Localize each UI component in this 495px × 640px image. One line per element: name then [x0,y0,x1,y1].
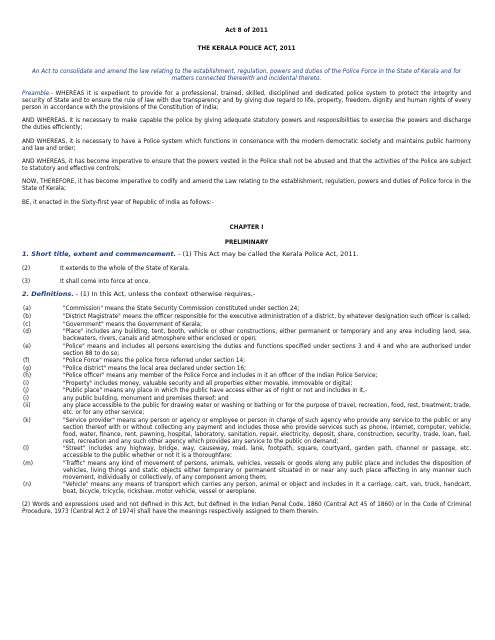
definition-label: (n) [23,482,32,489]
definition-text: "Police" means and includes all persons exercising the duties and functions specified under sections 3 and 4 and who are authorised under section 88 to do so; [63,343,471,357]
act-number: Act 8 of 2011 [225,28,268,34]
definition-text: "Government" means the Government of Kerala; [63,321,202,328]
subsection-number: (2) [22,265,31,272]
whereas-paragraph: AND WHEREAS, it has become imperative to ensure that the powers vested in the Police shall not be abused and that the activities of the Police are subject to statutory and effective controls; [22,158,471,172]
subsection-text: It shall come into force at once. [60,278,151,285]
definition-item [22,461,471,482]
definition-item [22,366,471,373]
preamble-label: Preamble.- [22,90,53,97]
definition-item [22,306,471,313]
definition-label: (k) [23,417,31,424]
definition-item [22,381,471,388]
section-2-text: - (1) In this Act, unless the context otherwise requires,- [73,290,256,299]
definition-text: "District Magistrate" means the officer responsible for the executive administration of a district, by whatever designation such officer is called; [63,313,471,320]
definition-text: "Place" includes any building, tent, booth, vehicle or other constructions, either permanent or temporary and any area including land, sea, backwaters, rivers, canals and atmosphere either enclosed or open; [63,329,471,342]
definition-label: (j) [23,388,30,395]
act-title: THE KERALA POLICE ACT, 2011 [197,45,296,52]
section-1-text: - (1) This Act may be called the Kerala Police Act, 2011. [176,249,359,258]
preamble [22,91,471,112]
section-2 [22,291,471,299]
whereas-paragraph: AND WHEREAS, it is necessary to have a Police system which functions in consonance with the modern democratic society and maintains public harmony and law and order; [22,138,471,152]
definition-label: (i) [23,380,30,387]
definition-item [22,322,471,329]
definition-text: "Police officer" means any member of the Police Force and includes in it an officer of the Indian Police Service; [63,373,378,380]
definition-item [22,314,471,321]
section-2-subsection-2: (2) Words and expressions used and not defined in this Act, but defined in the Indian Penal Code, 1860 (Central Act 45 of 1860) or in the Code of Criminal Procedure, 1973 (Central Act 2 of 1974) shall have the meanings respectively assigned to them therein. [22,502,471,516]
definition-item [22,373,471,380]
definition-label: (b) [23,313,32,320]
definition-label: (a) [23,306,31,313]
enactment-clause: BE, it enacted in the Sixty-first year of Republic of India as follows:- [22,199,214,206]
definition-label: (l) [23,446,30,453]
definition-item [22,388,471,395]
definition-label: (m) [23,460,33,467]
section-1-heading: 1. Short title, extent and commencement. [22,249,177,258]
definition-item [22,358,471,365]
definition-label: (f) [23,358,30,365]
definition-text: "Police district" means the local area declared under section 16; [63,365,246,372]
definition-text: "Street" includes any highway, bridge, way, causeway, road, lane, footpath, square, courtyard, garden path, channel or passage, etc. accessible to the public whether or not it is a thoroughfare; [63,446,471,460]
definition-text: "Service provider" means any person or agency or employee or person in charge of such agency who provide any service to the public or any section thereof with or without collecting any payment and includes those who provide services such as phone, internet, computer, vehicle, food, water, finance, rent, pawning, hospital, laboratory, sanitation, repair, electricity, deposit, share, construction, security, trade, loan, fuel, rest, recreation and any such other agency which provides any service to the public on demand; [63,417,471,445]
definition-label: (i) [23,395,30,402]
definition-label: (h) [23,373,32,380]
chapter-title: PRELIMINARY [224,239,269,246]
definition-text: "Public place" means any place in which the public have access either as of right or not and includes in it,- [63,388,367,395]
definition-label: (c) [23,321,31,328]
definition-label: (g) [23,365,32,372]
definition-text: any place accessible to the public for drawing water or washing or bathing or for the purpose of travel, recreation, food, rest, treatment, trade, etc. or for any other service; [63,403,471,417]
definition-item [22,396,471,403]
definition-text: "Vehicle" means any means of transport which carries any person, animal or object and includes in it a carriage, cart, van, truck, handcart, boat, bicycle, tricycle, rickshaw, motor vehicle, vessel or aeroplane. [63,482,471,496]
subsection [22,279,471,286]
section-2-heading: 2. Definitions. [22,290,74,299]
chapter-number: CHAPTER I [229,224,264,231]
definition-label: (ii) [23,403,31,410]
definition-text: "Traffic" means any kind of movement of persons, animals, vehicles, vessels or goods along any public place and includes the disposition of vehicles, living things and static objects either temporary or permanent situated in or near any such place affecting in any manner such movement, individually or collectively, of any component among them; [63,460,471,481]
subsection [22,266,471,273]
definition-item [22,344,471,358]
definition-label: (d) [23,329,32,336]
whereas-paragraph: AND WHEREAS, it is necessary to make capable the police by giving adequate statutory powers and responsibilities to exercise the powers and discharge the duties efficiently; [22,118,471,132]
definition-label: (e) [23,343,31,350]
definitions-list [22,306,471,496]
subsection-text: It extends to the whole of the State of Kerala. [60,265,190,272]
whereas-paragraph: NOW, THEREFORE, it has become imperative to codify and amend the Law relating to the establishment, regulation, powers and duties of Police force in the State of Kerala; [22,179,471,193]
definition-text: any public building, monument and premises thereof; and [63,395,229,402]
definition-text: "Property" includes money, valuable security and all properties either movable, immovable or digital; [63,380,353,387]
preamble-text: WHEREAS it is expedient to provide for a professional, trained, skilled, disciplined and dedicated police system to protect the integrity and security of State and to ensure the rule of law with due transparency and by giving due regard to life, property, freedom, dignity and human rights of every person in accordance with the provisions of the Constitution of India; [22,90,471,111]
definition-item [22,329,471,343]
section-1 [22,251,471,259]
definition-item [22,446,471,460]
definition-item [22,418,471,446]
definition-item [22,482,471,496]
subsection-number: (3) [22,278,31,285]
definition-text: "Police Force" means the police force referred under section 14; [63,358,246,365]
long-title: An Act to consolidate and amend the law relating to the establishment, regulation, powers and duties of the Police Force in the State of Kerala and for matters connected therewith and incidental thereto. [31,68,462,82]
definition-text: "Commission" means the State Security Commission constituted under section 24; [63,306,300,313]
definition-item [22,403,471,417]
